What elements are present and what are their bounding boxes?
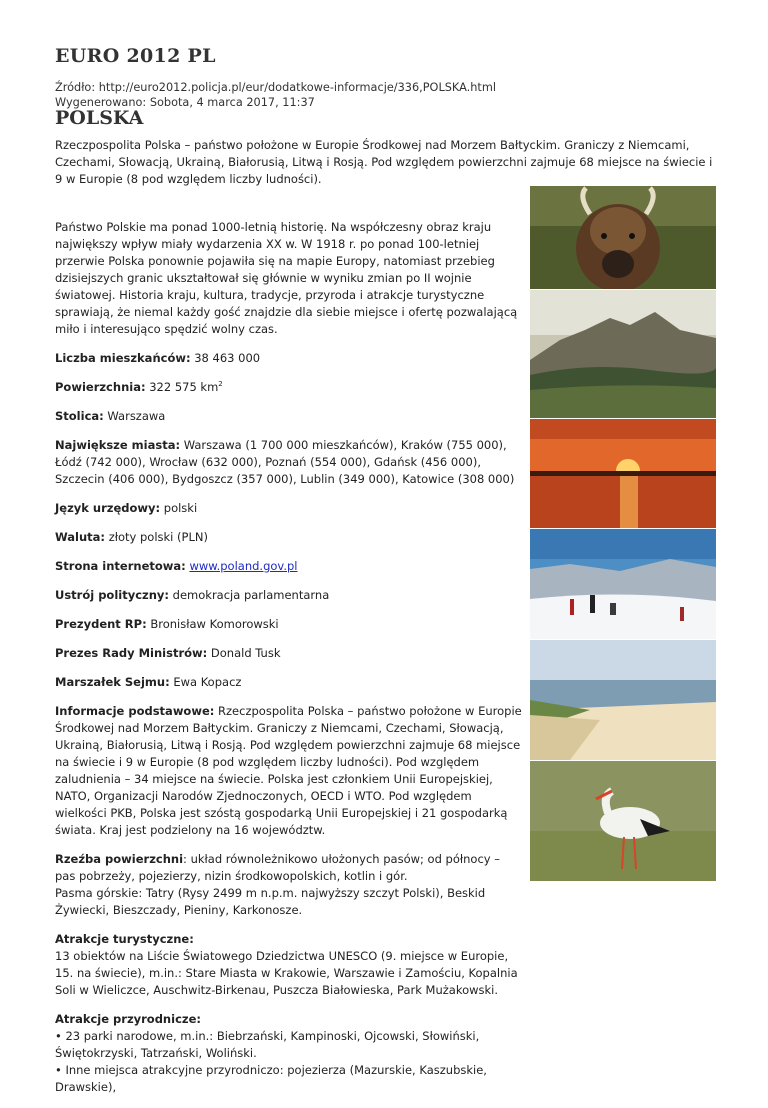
main-column bbox=[55, 219, 523, 1108]
document-meta bbox=[55, 80, 715, 110]
fact-population: Liczba mieszkańców: 38 463 000 bbox=[55, 351, 261, 365]
document-title: EURO 2012 PL bbox=[55, 45, 216, 67]
fact-capital: Stolica: Warszawa bbox=[55, 409, 166, 423]
ski-photo bbox=[530, 529, 716, 639]
website-link[interactable]: www.poland.gov.pl bbox=[189, 559, 298, 573]
generated-line: Wygenerowano: Sobota, 4 marca 2017, 11:37 bbox=[55, 96, 315, 109]
fact-cities: Największe miasta: Warszawa (1 700 000 mieszkańców), Kraków (755 000), Łódź (742 000), Wrocław (632 000), Poznań (554 000), Gdańsk (456 000), Szczecin (406 000), Bydgoszcz (357 000), Lublin (349 000), Katowice (308 000) bbox=[55, 438, 515, 486]
sunset-photo bbox=[530, 419, 716, 528]
fact-website: Strona internetowa: www.poland.gov.pl bbox=[55, 559, 298, 573]
bison-photo bbox=[530, 186, 716, 289]
fact-system: Ustrój polityczny: demokracja parlamentarna bbox=[55, 588, 330, 602]
fact-tourism: Atrakcje turystyczne: 13 obiektów na Liście Światowego Dziedzictwa UNESCO (9. miejsce w Europie, 15. na świecie), m.in.: Stare Miasta w Krakowie, Warszawie i Zamościu, Kopalnia Soli w Wieliczce, Auschwitz-Birkenau, Puszcza Białowieska, Park Mużakowski. bbox=[55, 932, 518, 997]
fact-marshal: Marszałek Sejmu: Ewa Kopacz bbox=[55, 675, 242, 689]
fact-currency: Waluta: złoty polski (PLN) bbox=[55, 530, 208, 544]
history-paragraph: Państwo Polskie ma ponad 1000-letnią historię. Na współczesny obraz kraju największy wpływ miały wydarzenia XX w. W 1918 r. po ponad 100-letniej przerwie Polska ponownie pojawiła się na mapie Europy, natomiast przebieg dzisiejszych granic ukształtował się głównie w wyniku zmian po II wojnie światowej. Historia kraju, kultura, tradycje, przyroda i atrakcje turystyczne sprawiają, że niemal każdy gość znajdzie dla siebie miejsce i ofertę pozwalającą miło i interesująco spędzić wolny czas. bbox=[55, 220, 518, 336]
mountains-photo bbox=[530, 290, 716, 418]
section-heading: POLSKA bbox=[55, 107, 144, 129]
fact-relief: Rzeźba powierzchni: układ równoleżnikowo ułożonych pasów; od północy – pas pobrzeży, pojezierzy, nizin środkowopolskich, kotlin i gór. Pasma górskie: Tatry (Rysy 2499 m n.p.m. najwyższy szczyt Polski), Beskid Żywiecki, Bieszczady, Pieniny, Karkonosze. bbox=[55, 852, 500, 917]
beach-photo bbox=[530, 640, 716, 760]
stork-photo bbox=[530, 761, 716, 881]
fact-prime-minister: Prezes Rady Ministrów: Donald Tusk bbox=[55, 646, 281, 660]
fact-language: Język urzędowy: polski bbox=[55, 501, 198, 515]
source-line: Źródło: http://euro2012.policja.pl/eur/dodatkowe-informacje/336,POLSKA.html bbox=[55, 81, 496, 94]
intro-paragraph: Rzeczpospolita Polska – państwo położone w Europie Środkowej nad Morzem Bałtyckim. Graniczy z Niemcami, Czechami, Słowacją, Ukrainą, Białorusią, Litwą i Rosją. Pod względem powierzchni zajmuje 68 miejsce na świecie i 9 w Europie (8 pod względem liczby ludności). bbox=[55, 138, 713, 186]
fact-area: Powierzchnia: 322 575 $km^2$ bbox=[55, 380, 223, 394]
fact-nature: Atrakcje przyrodnicze: • 23 parki narodowe, m.in.: Biebrzański, Kampinoski, Ojcowski, Słowiński, Świętokrzyski, Tatrzański, Woliński. • Inne miejsca atrakcyjne przyrodniczo: pojezierza (Mazurskie, Kaszubskie, Drawskie), bbox=[55, 1012, 487, 1094]
fact-president: Prezydent RP: Bronisław Komorowski bbox=[55, 617, 279, 631]
fact-basic-info: Informacje podstawowe: Rzeczpospolita Polska – państwo położone w Europie Środkowej nad Morzem Bałtyckim. Graniczy z Niemcami, Czechami, Słowacją, Ukrainą, Białorusią, Litwą i Rosją. Pod względem powierzchni zajmuje 68 miejsce na świecie i 9 w Europie (8 pod względem liczby ludności). Pod względem zaludnienia – 34 miejsce na świecie. Polska jest członkiem Unii Europejskiej, NATO, Organizacji Narodów Zjednoczonych, OECD i WTO. Pod względem wielkości PKB, Polska jest szóstą gospodarką Unii Europejskiej i 21 gospodarką świata. Kraj jest podzielony na 16 województw. bbox=[55, 704, 522, 837]
